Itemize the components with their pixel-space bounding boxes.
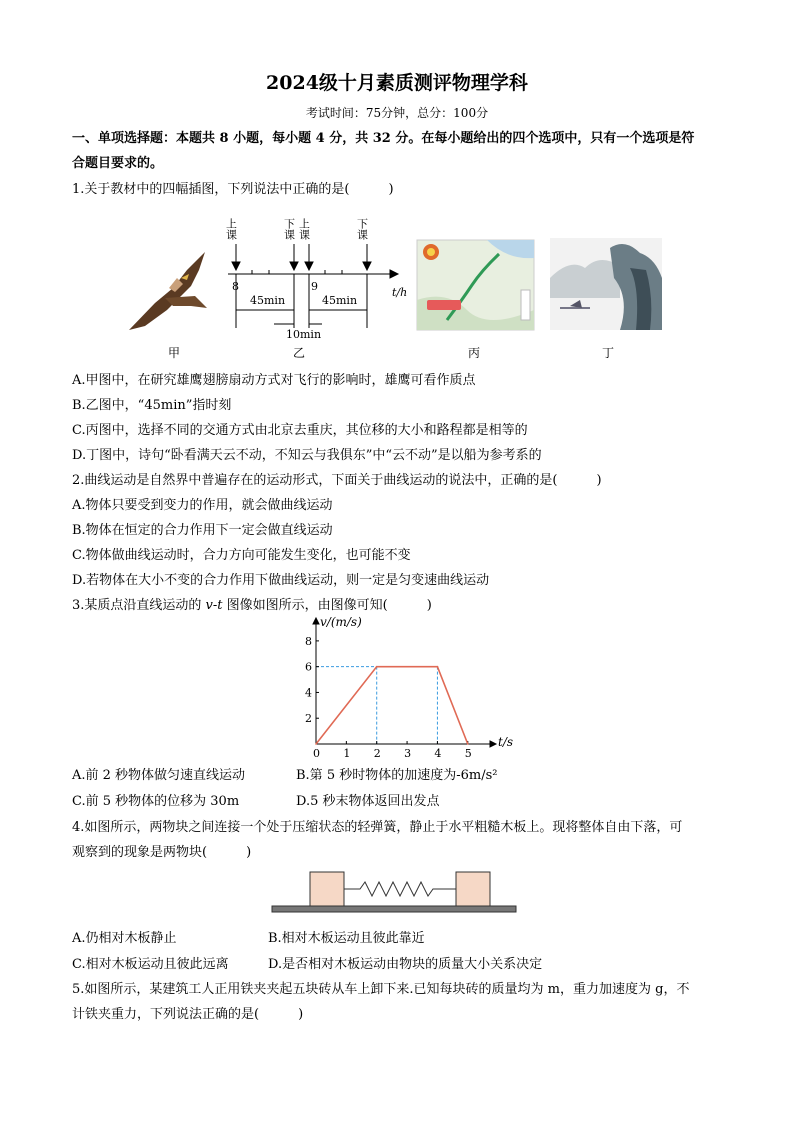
class-timeline-figure	[222, 206, 412, 342]
chart-data-point	[315, 743, 317, 745]
q1-stem: 1.关于教材中的四幅插图，下列说法中正确的是( )	[72, 182, 394, 197]
chart-x-tick-label: 0	[313, 747, 320, 760]
q3-option-b: B.第 5 秒时物体的加速度为-6m/s²	[296, 768, 498, 783]
chart-x-tick-label: 3	[404, 747, 412, 760]
chart-y-tick-label: 4	[305, 686, 312, 700]
q4-stem-line1: 4.如图所示，两物块之间连接一个处于压缩状态的轻弹簧，静止于水平粗糙木板上。现将整体自由下落，可	[72, 820, 683, 835]
q1-option-a: A.甲图中，在研究雄鹰翅膀扇动方式对飞行的影响时，雄鹰可看作质点	[72, 373, 476, 388]
q4-option-c: C.相对木板运动且彼此远离	[72, 957, 229, 972]
caption-yi: 乙	[293, 346, 306, 360]
duration-break: 10min	[286, 328, 322, 341]
q4-option-d: D.是否相对木板运动由物块的质量大小关系决定	[268, 957, 543, 972]
q5-stem-line2: 计铁夹重力，下列说法正确的是( )	[72, 1007, 304, 1022]
chart-y-tick-label: 6	[305, 660, 312, 674]
q4-option-a: A.仍相对木板静止	[72, 931, 177, 946]
route-map-image	[417, 240, 534, 330]
q2-option-c: C.物体做曲线运动时，合力方向可能发生变化，也可能不变	[72, 548, 411, 563]
q3-option-d: D.5 秒末物体返回出发点	[296, 794, 440, 809]
caption-jia: 甲	[168, 346, 181, 360]
chart-x-arrow	[490, 741, 496, 747]
duration-2: 45min	[322, 294, 358, 307]
spring-blocks-figure	[270, 868, 520, 918]
chart-xlabel: t/s	[498, 735, 514, 749]
q2-option-a: A.物体只要受到变力的作用，就会做曲线运动	[72, 498, 333, 513]
q4-option-b: B.相对木板运动且彼此靠近	[268, 931, 425, 946]
q3-stem	[72, 597, 432, 615]
vt-chart	[292, 615, 514, 760]
chart-x-tick-label: 2	[373, 747, 381, 760]
label-class-end-1: 下课	[282, 218, 296, 240]
chart-ylabel: v/(m/s)	[320, 615, 362, 629]
q3-stem-vt: v-t	[205, 598, 223, 613]
q3-option-c: C.前 5 秒物体的位移为 30m	[72, 794, 240, 809]
section-heading-line2: 合题目要求的。	[72, 156, 164, 171]
axis-label-t: t/h	[392, 286, 408, 299]
tick-9: 9	[311, 280, 318, 293]
chart-x-tick-label: 1	[343, 747, 351, 760]
q1-option-d: D.丁图中，诗句“卧看满天云不动，不知云与我俱东”中“云不动”是以船为参考系的	[72, 448, 542, 463]
block-left	[310, 872, 344, 906]
label-class-start-2: 上课	[297, 218, 311, 240]
q4-stem-line2: 观察到的现象是两物块( )	[72, 845, 252, 860]
label-class-start-1: 上课	[224, 218, 238, 240]
q3-stem-part2: 图像如图所示，由图像可知( )	[222, 598, 432, 613]
caption-bing: 丙	[468, 346, 481, 360]
section-heading-line1: 一、单项选择题：本题共 8 小题，每小题 4 分，共 32 分。在每小题给出的四个选项中，只有一个选项是符	[72, 131, 695, 146]
chart-data-point	[467, 743, 469, 745]
q3-option-a: A.前 2 秒物体做匀速直线运动	[72, 768, 246, 783]
chart-series-line	[316, 667, 468, 744]
q1-option-c: C.丙图中，选择不同的交通方式由北京去重庆，其位移的大小和路程都是相等的	[72, 423, 528, 438]
q3-stem-part1: 3.某质点沿直线运动的	[72, 598, 206, 613]
q2-stem: 2.曲线运动是自然界中普遍存在的运动形式，下面关于曲线运动的说法中，正确的是( )	[72, 473, 602, 488]
q2-option-d: D.若物体在大小不变的合力作用下做曲线运动，则一定是匀变速曲线运动	[72, 573, 490, 588]
q1-option-b: B.乙图中，“45min”指时刻	[72, 398, 232, 413]
chart-x-tick-label: 4	[434, 747, 442, 760]
exam-info: 考试时间：75分钟，总分：100分	[305, 106, 489, 120]
chart-data-point	[437, 666, 439, 668]
block-right	[456, 872, 490, 906]
caption-ding: 丁	[602, 346, 615, 360]
chart-y-tick-label: 8	[305, 634, 312, 648]
chart-x-tick-label: 5	[464, 747, 472, 760]
q2-option-b: B.物体在恒定的合力作用下一定会做直线运动	[72, 523, 333, 538]
label-class-end-2: 下课	[355, 218, 369, 240]
chart-data-point	[376, 666, 378, 668]
q5-stem-line1: 5.如图所示，某建筑工人正用铁夹夹起五块砖从车上卸下来.已知每块砖的质量均为 m，重力加速度为 g，不	[72, 982, 690, 997]
page-title: 2024级十月素质测评物理学科	[266, 72, 528, 94]
chart-y-arrow	[313, 618, 319, 624]
chart-y-tick-label: 2	[305, 712, 312, 726]
tick-8: 8	[232, 280, 239, 293]
eagle-image	[125, 248, 210, 336]
landscape-painting-image	[550, 238, 662, 330]
spring	[344, 882, 456, 896]
wooden-board	[272, 906, 516, 912]
duration-1: 45min	[250, 294, 286, 307]
